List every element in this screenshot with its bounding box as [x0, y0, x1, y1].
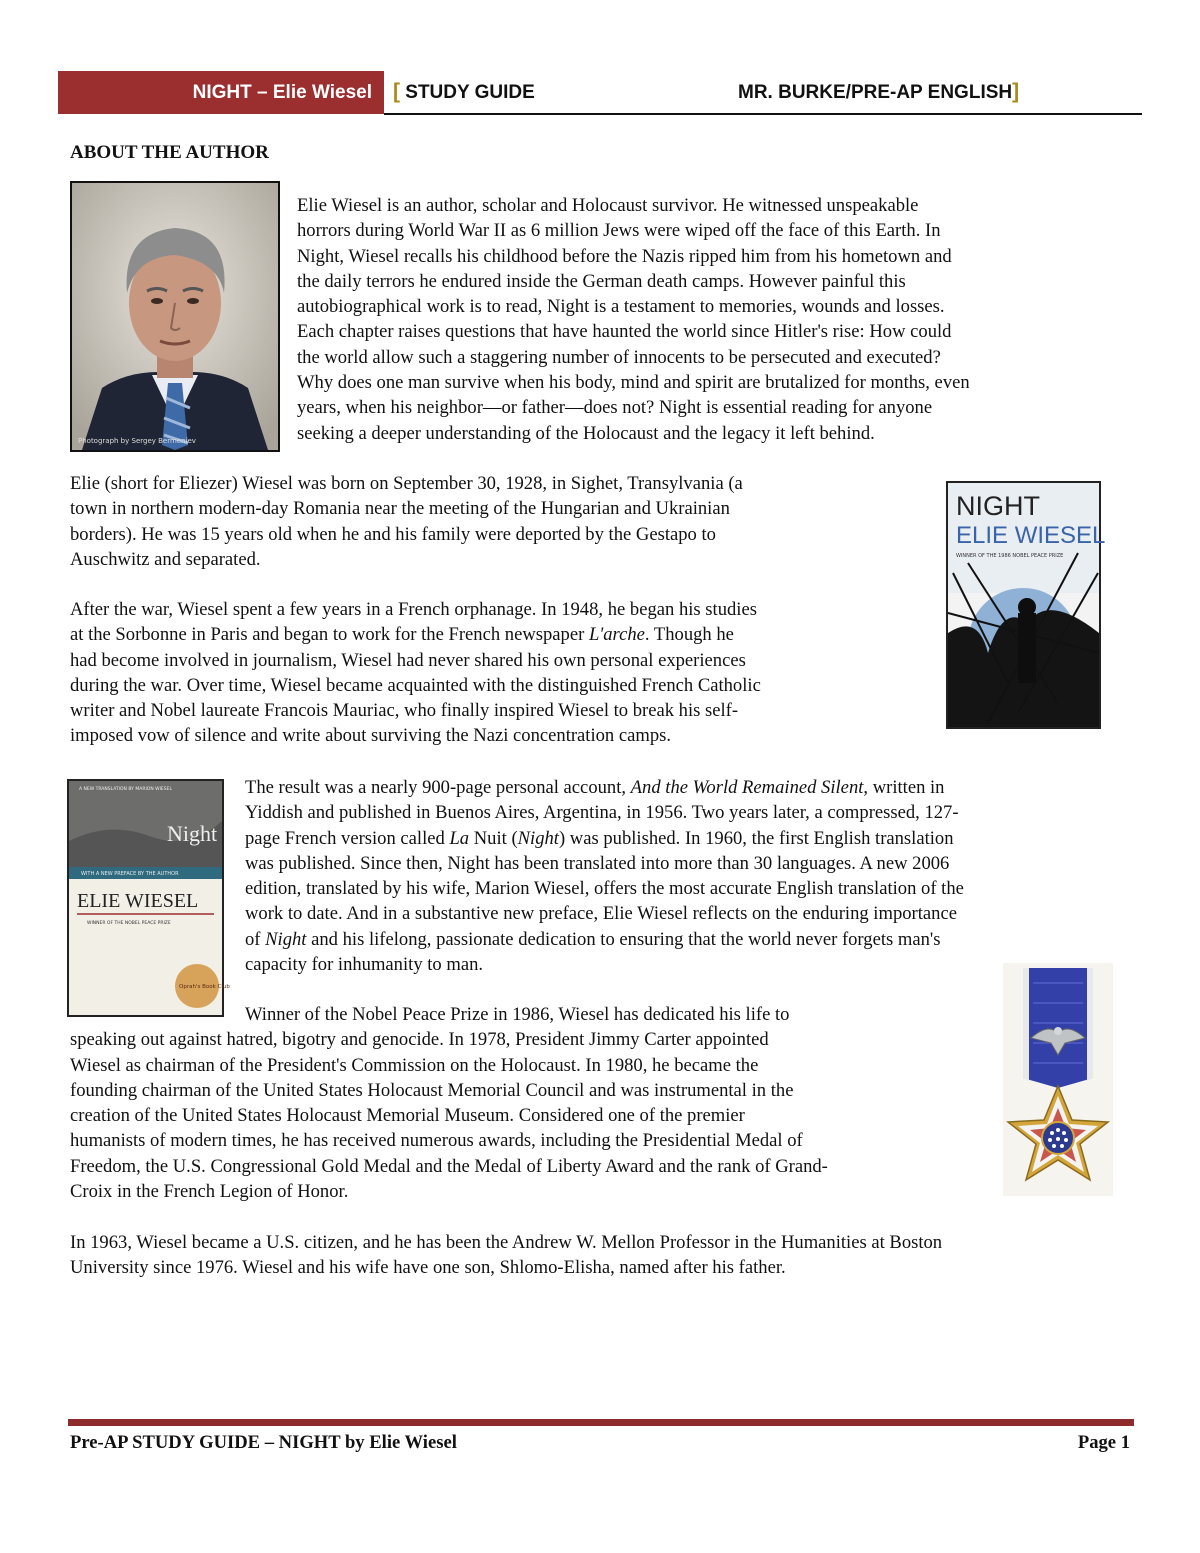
text-line: [70, 622, 761, 647]
text-segment: , written in: [863, 777, 945, 798]
text-line: creation of the United States Holocaust Memorial Museum. Considered one of the premier: [70, 1105, 745, 1127]
cover1-title: NIGHT: [956, 491, 1040, 521]
presidential-medal-image: [1003, 963, 1113, 1196]
teacher-label: MR. BURKE/PRE-AP ENGLISH: [738, 82, 1013, 103]
medal-image: [1003, 963, 1113, 1196]
text-segment: ) was published. In 1960, the first English translation: [558, 827, 954, 849]
text-segment: page French version called: [245, 827, 450, 849]
result-paragraph: [245, 775, 964, 977]
book-title-yiddish: And the World Remained Silent: [630, 777, 864, 798]
book-title-english: Night: [517, 827, 559, 849]
page-number: Page 1: [1077, 1432, 1130, 1453]
text-line: had become involved in journalism, Wiesel had never shared his own personal experiences: [70, 649, 746, 671]
photo-credit: Photograph by Sergey Bermeniev: [78, 437, 196, 445]
header-title-band: [58, 71, 384, 114]
text-segment: at the Sorbonne in Paris and began to work for the French newspaper: [70, 624, 589, 646]
text-segment: The result was a nearly 900-page personal account,: [245, 777, 631, 798]
cover2-title: Night: [167, 821, 218, 846]
text-line: Winner of the Nobel Peace Prize in 1986, Wiesel has dedicated his life to: [245, 1004, 790, 1025]
text-line: years, when his neighbor—or father—does not? Night is essential reading for anyone: [297, 397, 933, 419]
bracket-open: [: [393, 80, 400, 103]
text-line: was published. Since then, Night has been translated into more than 30 languages. A new 2006: [245, 852, 950, 874]
text-line: borders). He was 15 years old when he and his family were deported by the Gestapo to: [70, 523, 716, 545]
text-line: Elie (short for Eliezer) Wiesel was born on September 30, 1928, in Sighet, Transylvania (a: [70, 473, 743, 494]
text-line: Auschwitz and separated.: [70, 548, 261, 570]
book-title-night: Night: [265, 928, 307, 950]
book-title-french: La: [449, 827, 470, 849]
text-line: After the war, Wiesel spent a few years in a French orphanage. In 1948, he began his studies: [70, 599, 757, 620]
text-line: autobiographical work is to read, Night is a testament to memories, wounds and losses.: [297, 296, 945, 318]
text-line: writer and Nobel laureate Francois Mauriac, who finally inspired Wiesel to break his self-: [70, 700, 739, 722]
intro-paragraph: [297, 193, 970, 446]
text-line: horrors during World War II as 6 million Jews were wiped off the face of this Earth. In: [297, 220, 941, 242]
text-line: humanists of modern times, he has received numerous awards, including the Presidential Medal of: [70, 1130, 803, 1152]
cover1-tagline: WINNER OF THE 1986 NOBEL PEACE PRIZE: [956, 553, 1064, 559]
text-line: [245, 826, 964, 851]
night-cover-image: [948, 483, 1106, 727]
text-line: work to date. And in a substantive new preface, Elie Wiesel reflects on the enduring importance: [245, 903, 957, 925]
header-rule: [384, 113, 1142, 115]
text-line: capacity for inhumanity to man.: [245, 954, 484, 976]
text-line: town in northern modern-day Romania near the meeting of the Hungarian and Ukrainian: [70, 498, 730, 520]
text-line: edition, translated by his wife, Marion Wiesel, offers the most accurate English translation of the: [245, 878, 964, 900]
cover2-club-badge: Oprah's Book Club: [179, 984, 230, 990]
text-line: [245, 927, 964, 952]
header-book-title: NIGHT – Elie Wiesel: [192, 81, 372, 103]
cover1-author: ELIE WIESEL: [956, 522, 1106, 549]
text-line: Wiesel as chairman of the President's Commission on the Holocaust. In 1980, he became the: [70, 1054, 759, 1076]
text-line: imposed vow of silence and write about surviving the Nazi concentration camps.: [70, 725, 672, 747]
text-line: [245, 775, 964, 800]
text-line: the daily terrors he endured inside the German death camps. However painful this: [297, 270, 906, 292]
text-line: University since 1976. Wiesel and his wife have one son, Shlomo-Elisha, named after his father.: [70, 1257, 786, 1279]
text-line: the world allow such a staggering number of innocents to be persecuted and executed?: [297, 346, 941, 368]
section-heading: ABOUT THE AUTHOR: [70, 142, 269, 163]
text-line: Elie Wiesel is an author, scholar and Holocaust survivor. He witnessed unspeakable: [297, 195, 919, 216]
cover2-preface-line: WITH A NEW PREFACE BY THE AUTHOR: [81, 871, 179, 877]
text-line: speaking out against hatred, bigotry and genocide. In 1978, President Jimmy Carter appointed: [70, 1029, 769, 1051]
cover2-prize-line: WINNER OF THE NOBEL PEACE PRIZE: [87, 921, 171, 926]
night-new-translation-cover: [67, 779, 230, 1017]
text-segment: and his lifelong, passionate dedication to ensuring that the world never forgets man's: [306, 928, 941, 950]
header-teacher: [738, 80, 1019, 104]
portrait-image: [72, 183, 278, 450]
nobel-paragraph: [70, 1002, 828, 1204]
cover2-top-line: A NEW TRANSLATION BY MARION WIESEL: [79, 787, 172, 792]
bracket-close: ]: [1012, 80, 1020, 103]
newspaper-name: L'arche: [588, 624, 645, 646]
text-line: Each chapter raises questions that have haunted the world since Hitler's rise: How could: [297, 321, 952, 343]
night-book-cover: [946, 481, 1106, 729]
night-cover2-image: [69, 781, 230, 1015]
cover2-author: ELIE WIESEL: [77, 890, 199, 912]
text-line: Night, Wiesel recalls his childhood before the Nazis ripped him from his hometown and: [297, 245, 952, 267]
citizenship-paragraph: [70, 1230, 942, 1281]
text-segment: . Though he: [644, 624, 734, 646]
text-segment: of: [245, 928, 266, 950]
text-line: founding chairman of the United States Holocaust Memorial Council and was instrumental in the: [70, 1079, 794, 1101]
text-line: In 1963, Wiesel became a U.S. citizen, and he has been the Andrew W. Mellon Professor in the Humanities at Boston: [70, 1232, 943, 1253]
text-line: seeking a deeper understanding of the Holocaust and the legacy it left behind.: [297, 422, 875, 444]
footer-rule: [68, 1419, 1134, 1426]
header-study-guide: [393, 80, 535, 104]
text-line: Freedom, the U.S. Congressional Gold Medal and the Medal of Liberty Award and the rank of Grand-: [70, 1155, 828, 1177]
text-line: Why does one man survive when his body, mind and spirit are brutalized for months, even: [297, 372, 970, 394]
text-line: during the war. Over time, Wiesel became acquainted with the distinguished French Catholic: [70, 674, 761, 696]
author-portrait: [70, 181, 280, 452]
text-segment: Nuit (: [469, 827, 518, 849]
birth-paragraph: [70, 471, 743, 572]
text-line: Yiddish and published in Buenos Aires, Argentina, in 1956. Two years later, a compressed, 127-: [245, 802, 959, 824]
text-line: Croix in the French Legion of Honor.: [70, 1181, 349, 1203]
study-guide-label: STUDY GUIDE: [405, 82, 535, 103]
footer-title: Pre-AP STUDY GUIDE – NIGHT by Elie Wiesel: [70, 1432, 457, 1453]
postwar-paragraph: [70, 597, 761, 749]
